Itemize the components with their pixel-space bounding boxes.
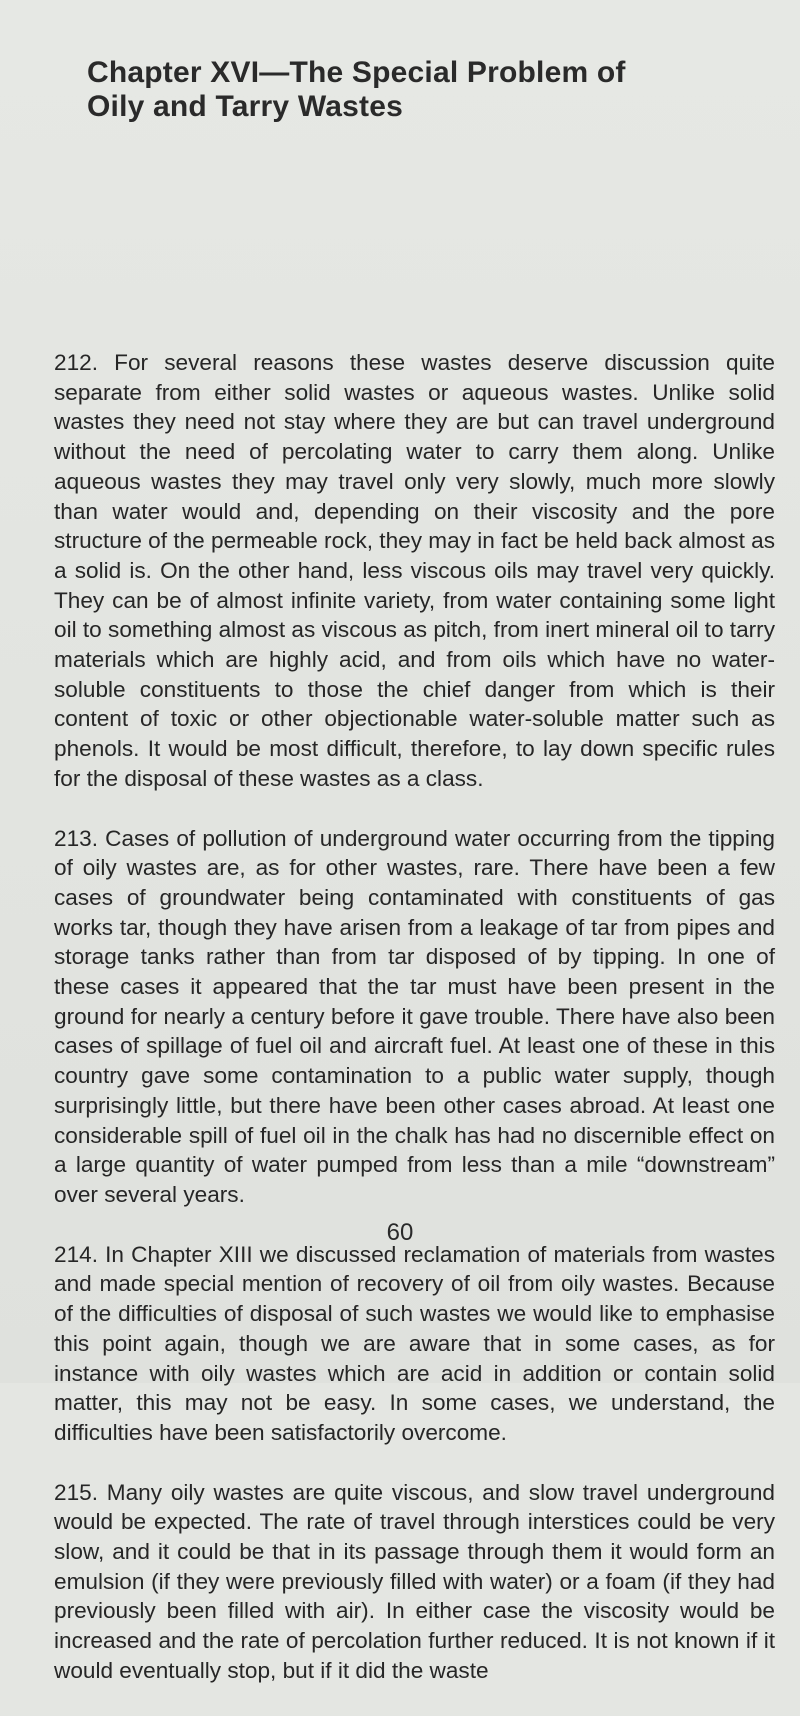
paragraph-214: 214. In Chapter XIII we discussed reclamation of materials from wastes and made special mention of recovery of oil from oily wastes. Because of the difficulties of disposal of such wastes we would like to emphasise this point again, though we are aware that in some cases, as for instance with oily wastes which are acid in addition or contain solid matter, this may not be easy. In some cases, we understand, the difficulties have been satisfactorily overcome. bbox=[54, 1241, 775, 1445]
paragraph-213: 213. Cases of pollution of underground water occurring from the tipping of oily wastes are, as for other wastes, rare. There have been a few cases of groundwater being contaminated with constituents of gas works tar, though they have arisen from a leakage of tar from pipes and storage tanks rather than from tar disposed of by tipping. In one of these cases it appeared that the tar must have been present in the ground for nearly a century before it gave trouble. There have also been cases of spillage of fuel oil and aircraft fuel. At least one of these in this country gave some contamination to a public water supply, though surprisingly little, but there have been other cases abroad. At least one considerable spill of fuel oil in the chalk has had no discernible effect on a large quantity of water pumped from less than a mile “downstream” over several years. bbox=[54, 825, 775, 1207]
paragraph-212: 212. For several reasons these wastes deserve discussion quite separate from either solid wastes or aqueous wastes. Unlike solid wastes they need not stay where they are but can travel underground without the need of percolating water to carry them along. Unlike aqueous wastes they may travel only very slowly, much more slowly than water would and, depending on their viscosity and the pore structure of the permeable rock, they may in fact be held back almost as a solid is. On the other hand, less viscous oils may travel very quickly. They can be of almost infinite variety, from water containing some light oil to something almost as viscous as pitch, from inert mineral oil to tarry materials which are highly acid, and from oils which have no water-soluble constituents to those the chief danger from which is their content of toxic or other objectionable water-soluble matter such as phenols. It would be most difficult, therefore, to lay down specific rules for the disposal of these wastes as a class. bbox=[54, 350, 775, 791]
body-text bbox=[54, 348, 775, 1716]
page-number: 60 bbox=[386, 1219, 414, 1246]
chapter-title bbox=[87, 56, 626, 124]
chapter-title-line-1: Chapter XVI—The Special Problem of bbox=[87, 56, 626, 89]
chapter-title-line-2: Oily and Tarry Wastes bbox=[87, 90, 403, 123]
paragraph-215: 215. Many oily wastes are quite viscous, and slow travel underground would be expected. The rate of travel through interstices could be very slow, and it could be that in its passage through them it would form an emulsion (if they were previously filled with water) or a foam (if they had previously been filled with air). In either case the viscosity would be increased and the rate of percolation further reduced. It is not known if it would eventually stop, but if it did the waste bbox=[54, 1479, 775, 1683]
